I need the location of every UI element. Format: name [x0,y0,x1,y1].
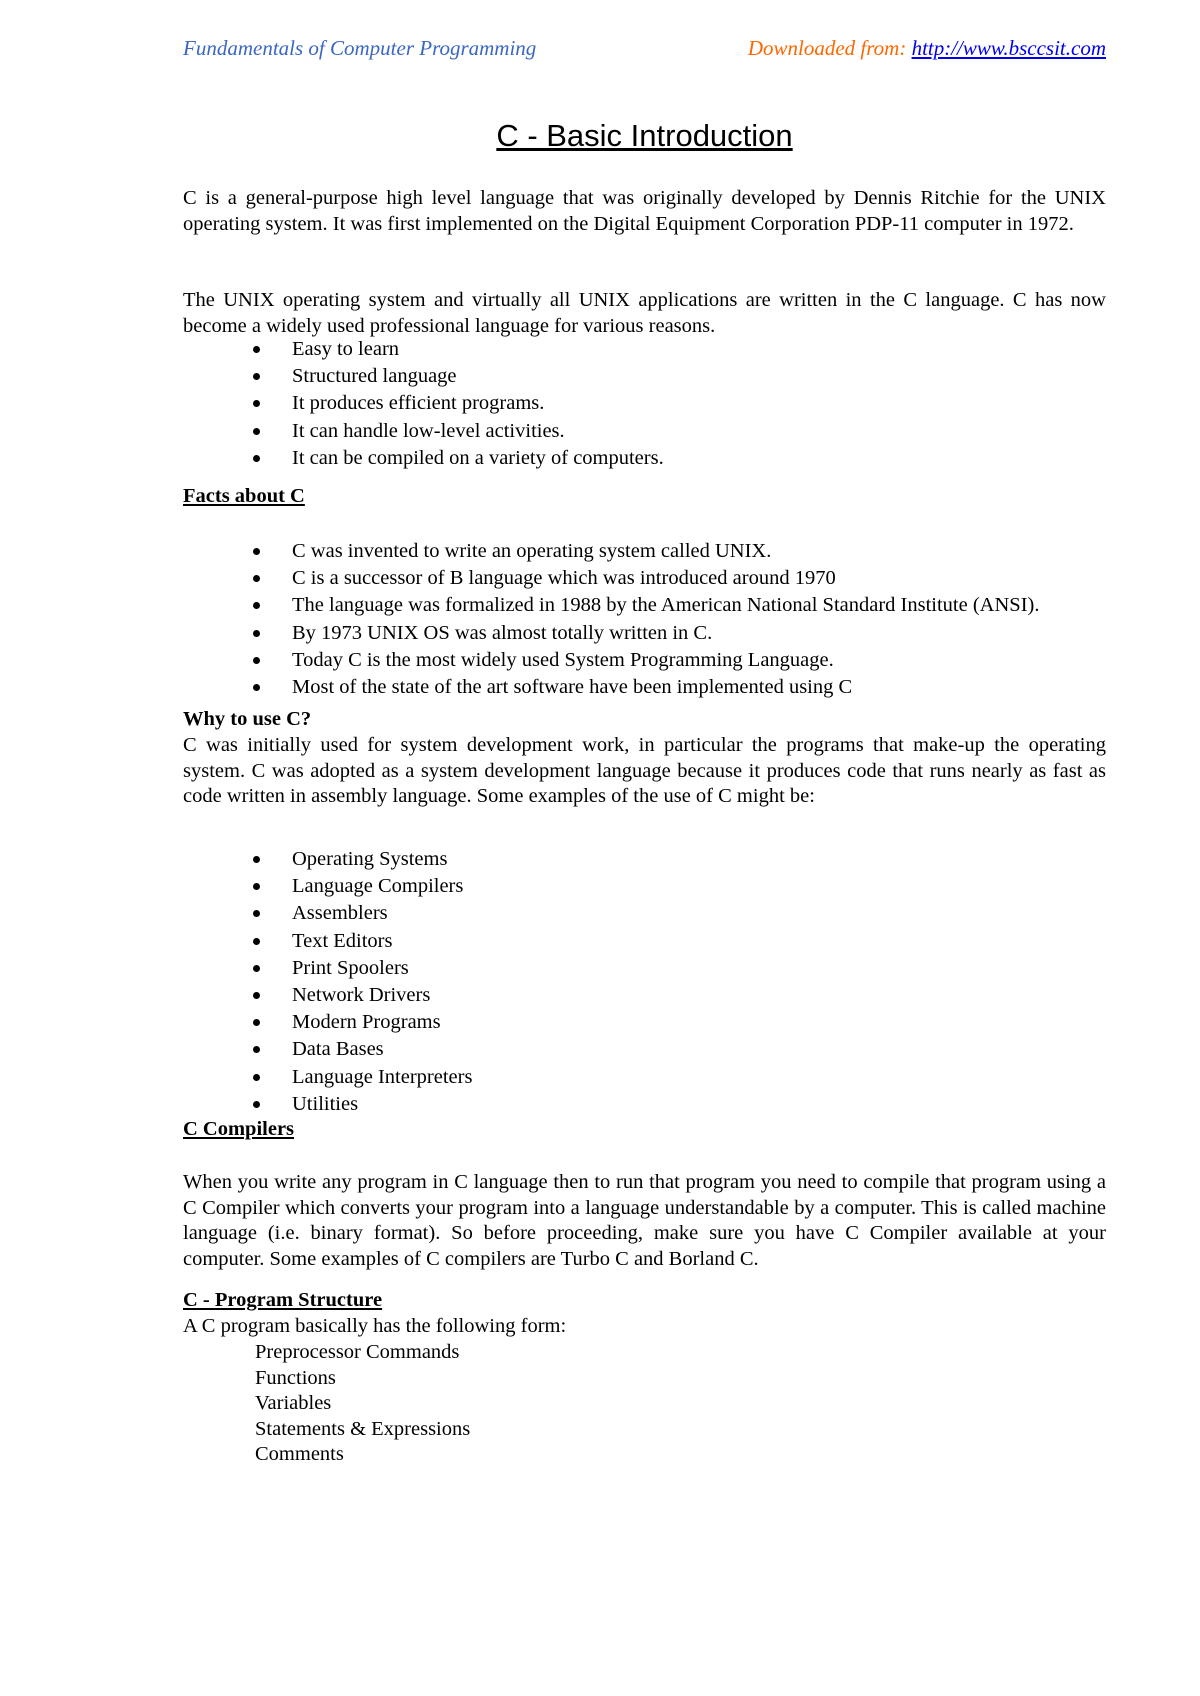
bullet-icon [253,1046,260,1053]
use-item-text: Language Compilers [292,875,464,898]
bullet-icon [253,856,260,863]
use-item-text: Text Editors [292,929,393,952]
use-item-text: Print Spoolers [292,956,409,979]
why-heading: Why to use C? [183,708,312,730]
structure-item: Variables [255,1392,332,1414]
why-paragraph: C was initially used for system development work, in particular the programs that make-up the operating system. C was adopted as a system development language because it produces code that runs nearly as fast as code written in assembly language. Some examples of the use of C might be: [183,734,1106,807]
bullet-icon [253,1019,260,1026]
use-item [183,928,472,955]
use-item-text: Modern Programs [292,1011,441,1034]
use-item [183,1091,472,1118]
unix-paragraph: The UNIX operating system and virtually all UNIX applications are written in the C language. C has now become a widely used professional language for various reasons. [183,289,1106,337]
bullet-icon [253,1074,260,1081]
compilers-heading: C Compilers [183,1118,295,1140]
bullet-icon [253,548,260,555]
bullet-icon [253,965,260,972]
intro-paragraph: C is a general-purpose high level language that was originally developed by Dennis Ritchie for the UNIX operating system. It was first implemented on the Digital Equipment Corporation PDP-11 computer in 1972. [183,187,1106,235]
header-download-label: Downloaded from: [747,36,907,60]
fact-item [183,674,1039,701]
reasons-list [183,336,664,472]
use-item [183,900,472,927]
fact-item [183,592,1039,619]
use-item [183,955,472,982]
use-item-text: Operating Systems [292,848,448,870]
fact-item [183,538,1039,565]
reason-item [183,445,664,472]
use-item-text: Language Interpreters [292,1065,473,1088]
bullet-icon [253,684,260,691]
use-item [183,982,472,1009]
bullet-icon [253,602,260,609]
structure-item: Statements & Expressions [255,1417,471,1440]
facts-list [183,538,1039,701]
fact-item [183,647,1039,674]
fact-item-text: C was invented to write an operating system called UNIX. [292,540,772,562]
fact-item [183,620,1039,647]
facts-heading: Facts about C [183,485,305,507]
use-item-text: Network Drivers [292,984,431,1007]
reason-item-text: It can be compiled on a variety of computers. [292,446,664,469]
fact-item-text: By 1973 UNIX OS was almost totally written in C. [292,621,713,644]
fact-item-text: Today C is the most widely used System Programming Language. [292,648,834,671]
fact-item-text: C is a successor of B language which was introduced around 1970 [292,567,836,590]
bullet-icon [253,455,260,462]
bullet-icon [253,373,260,380]
bullet-icon [253,575,260,582]
reason-item-text: Structured language [292,365,457,388]
structure-item: Preprocessor Commands [255,1341,460,1363]
reason-item [183,390,664,417]
reason-item [183,418,664,445]
header-download-link[interactable]: http://www.bsccsit.com [911,36,1106,60]
fact-item-text: Most of the state of the art software have been implemented using C [292,676,853,699]
bullet-icon [253,992,260,999]
bullet-icon [253,883,260,890]
fact-item-text: The language was formalized in 1988 by the American National Standard Institute (ANSI). [292,594,1040,617]
reason-item [183,336,664,363]
compilers-paragraph: When you write any program in C language then to run that program you need to compile that program using a C Compiler which converts your program into a language understandable by a computer. This is called machine language (i.e. binary format). So before proceeding, make sure you have C Compiler available at your computer. Some examples of C compilers are Turbo C and Borland C. [183,1171,1106,1270]
reason-item-text: Easy to learn [292,338,400,360]
use-item [183,846,472,873]
reason-item-text: It can handle low-level activities. [292,419,565,442]
bullet-icon [253,910,260,917]
page-title: C - Basic Introduction [496,118,793,153]
use-item-text: Data Bases [292,1038,384,1061]
structure-item: Comments [255,1443,344,1465]
use-item-text: Utilities [292,1092,359,1115]
bullet-icon [253,657,260,664]
bullet-icon [253,938,260,945]
bullet-icon [253,400,260,407]
structure-heading: C - Program Structure [183,1289,383,1311]
reason-item [183,363,664,390]
bullet-icon [253,1101,260,1108]
reason-item-text: It produces efficient programs. [292,392,545,415]
use-item [183,1036,472,1063]
structure-item: Functions [255,1366,336,1389]
use-item [183,1064,472,1091]
bullet-icon [253,630,260,637]
bullet-icon [253,346,260,353]
uses-list [183,846,472,1118]
structure-intro: A C program basically has the following form: [183,1315,567,1337]
use-item [183,873,472,900]
use-item-text: Assemblers [292,902,388,925]
fact-item [183,565,1039,592]
structure-list [255,1340,470,1468]
header-download-source [748,36,1106,61]
header-left-title: Fundamentals of Computer Programming [183,36,537,60]
bullet-icon [253,428,260,435]
use-item [183,1009,472,1036]
